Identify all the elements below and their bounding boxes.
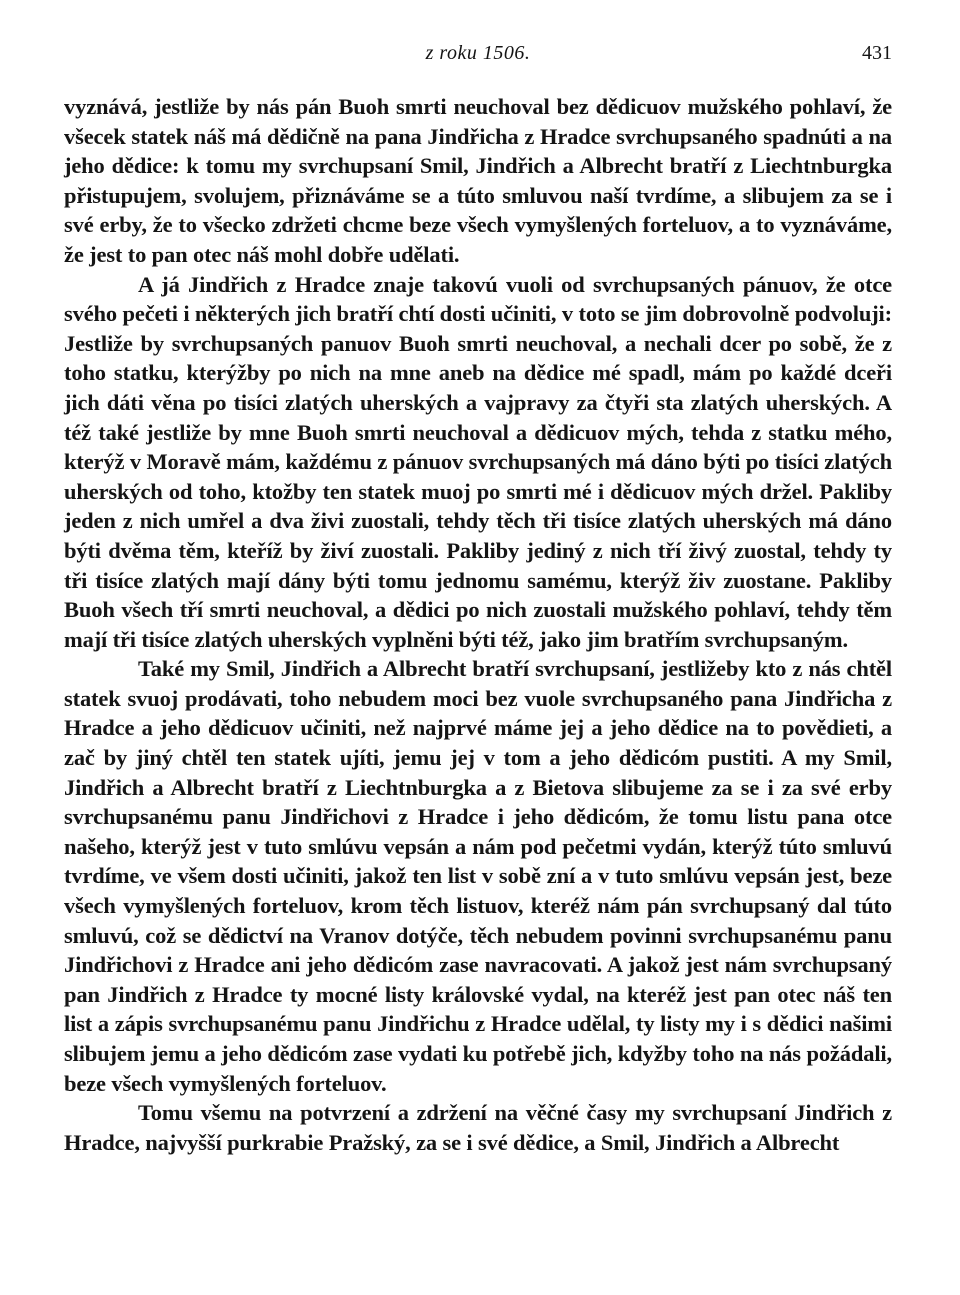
paragraph: Tomu všemu na potvrzení a zdržení na věčné časy my svrchupsaní Jindřich z Hradce, najvyšší purkrabie Pražský, za se i své dědice, a Smil, Jindřich a Albrecht — [64, 1100, 892, 1155]
running-head: z roku 1506. — [425, 42, 531, 64]
paragraph: Také my Smil, Jindřich a Albrecht bratří svrchupsaní, jestližeby kto z nás chtěl statek svuoj prodávati, toho nebudem moci bez vuole svrchupsaného pana Jindřicha z Hradce a jeho dědicuov učiniti, než najprvé máme jej a jeho dědice na to povědieti, a zač by jiný chtěl ten statek ujíti, jemu jej v tom a jeho dědicóm pustiti. A my Smil, Jindřich a Albrecht bratří z Liechtnburgka a z Bietova slibujeme za se i za své erby svrchupsanému panu Jindřichovi z Hradce i jeho dědicóm, že tomu listu pana otce našeho, kterýž jest v tuto smlúvu vepsán a nám pod pečetmi vydán, kterýž túto smluvú tvrdíme, ve všem dosti učiniti, jakož ten list v sobě zní a v tuto smlúvu vepsán jest, beze všech vymyšlených forteluov, krom těch listuov, kteréž nám pán svrchupsaný dal túto smluvú, což se dědictví na Vranov dotýče, těch nebudem povinni svrchupsanému panu Jindřichovi z Hradce ani jeho dědicóm zase navracovati. A jakož jest nám svrchupsaný pan Jindřich z Hradce ty mocné listy královské vydal, na kteréž jest pan otec náš ten list a zápis svrchupsanému panu Jindřichu z Hradce udělal, ty listy my i s dědici našimi slibujem jemu a jeho dědicóm zase vydati ku potřebě jich, kdyžby toho na nás požádali, beze všech vymyšlených forteluov. — [64, 656, 892, 1096]
page-number: 431 — [862, 42, 892, 64]
paragraph-continuation: vyznává, jestliže by nás pán Buoh smrti neuchoval bez dědicuov mužského pohlaví, že všecek statek náš má dědičně na pana Jindřicha z Hradce svrchupsaného spadnúti a na jeho dědice: k tomu my svrchupsaní Smil, Jindřich a Albrecht bratří z Liechtnburgka přistupujem, svolujem, přiznáváme se a túto smluvou naší tvrdíme, a slibujem za se i své erby, že to všecko zdržeti chcme beze všech vymyšlených forteluov, a to vyznáváme, že jest to pan otec náš mohl dobře udělati. — [64, 94, 892, 267]
body-text — [64, 92, 892, 1157]
page-header — [64, 42, 892, 76]
paragraph: A já Jindřich z Hradce znaje takovú vuoli od svrchupsaných pánuov, že otce svého pečeti i některých jich bratří chtí dosti učiniti, v toto se jim dobrovolně podvoluji: Jestliže by svrchupsaných panuov Buoh smrti neuchoval, a nechali dcer po sobě, že z toho statku, kterýžby po nich na mne aneb na dědice mé spadl, mám po každé dceři jich dáti věna po tisíci zlatých uherských a vajpravy za čtyři sta zlatých uherských. A též také jestliže by mne Buoh smrti neuchoval a dědicuov mých, tehda z statku mého, kterýž v Moravě mám, každému z pánuov svrchupsaných má dáno býti po tisíci zlatých uherských od toho, ktožby ten statek muoj po smrti mé i dědicuov mých držel. Pakliby jeden z nich umřel a dva živi zuostali, tehdy těch tři tisíce zlatých uherských má dáno býti dvěma těm, kteříž by živí zuostali. Pakliby jediný z nich tří živý zuostal, tehdy ty tři tisíce zlatých mají dány býti tomu jednomu samému, kterýž živ zuostane. Pakliby Buoh všech tří smrti neuchoval, a dědici po nich zuostali mužského pohlaví, tehdy těm mají tři tisíce zlatých uherských vyplněni býti též, jako jim bratřím svrchupsaným. — [64, 271, 892, 652]
